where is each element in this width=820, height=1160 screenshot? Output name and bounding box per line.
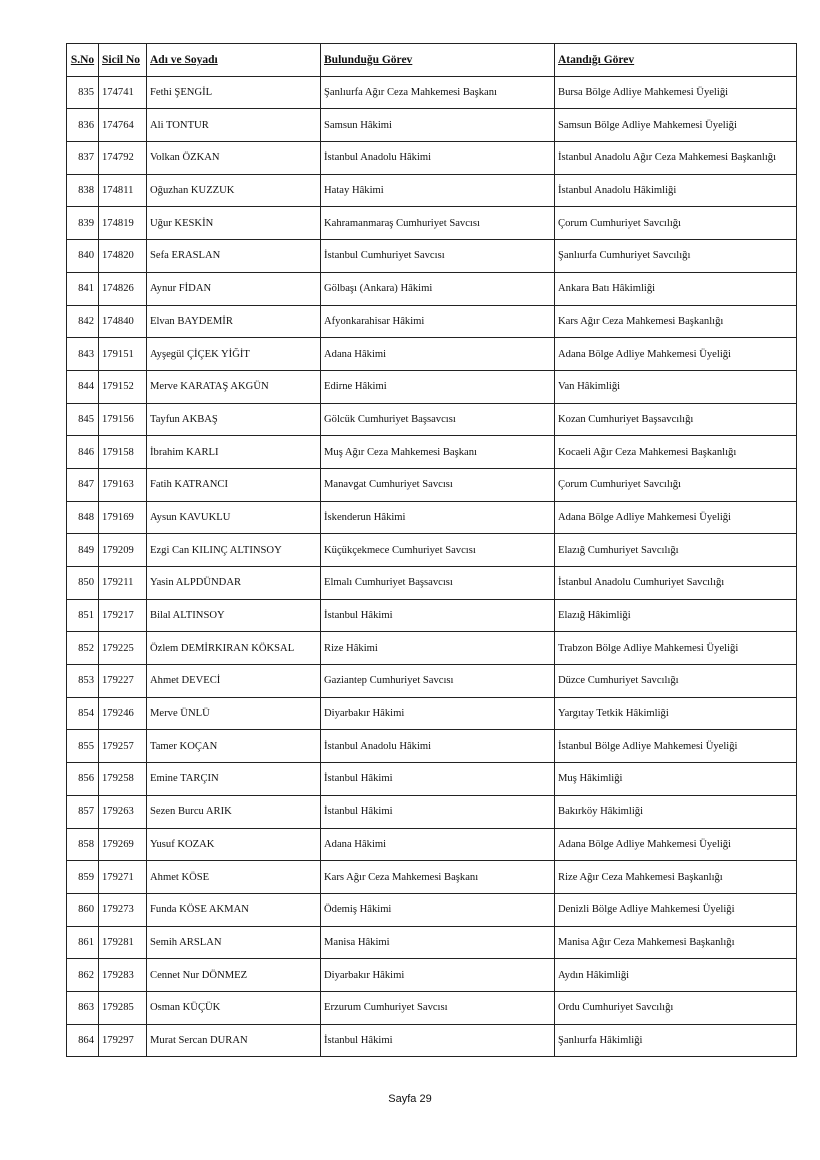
table-row [67, 468, 797, 501]
cell-current-position: Gaziantep Cumhuriyet Savcısı [321, 665, 555, 698]
cell-sno: 839 [67, 207, 99, 240]
cell-sno: 860 [67, 893, 99, 926]
cell-sno: 838 [67, 174, 99, 207]
cell-current-position: Elmalı Cumhuriyet Başsavcısı [321, 567, 555, 600]
table-body [67, 76, 797, 1057]
cell-assigned-position: Düzce Cumhuriyet Savcılığı [555, 665, 797, 698]
cell-current-position: Adana Hâkimi [321, 338, 555, 371]
cell-sicil: 179269 [99, 828, 147, 861]
cell-name: Ahmet KÖSE [147, 861, 321, 894]
table-row [67, 599, 797, 632]
cell-name: Aynur FİDAN [147, 272, 321, 305]
cell-assigned-position: Şanlıurfa Hâkimliği [555, 1024, 797, 1057]
cell-name: Semih ARSLAN [147, 926, 321, 959]
cell-sno: 846 [67, 436, 99, 469]
cell-assigned-position: Ankara Batı Hâkimliği [555, 272, 797, 305]
cell-current-position: Ödemiş Hâkimi [321, 893, 555, 926]
cell-current-position: Gölcük Cumhuriyet Başsavcısı [321, 403, 555, 436]
cell-sno: 851 [67, 599, 99, 632]
header-sicil: Sicil No [99, 44, 147, 77]
cell-sicil: 174741 [99, 76, 147, 109]
cell-sicil: 179285 [99, 991, 147, 1024]
cell-sno: 861 [67, 926, 99, 959]
cell-name: Sezen Burcu ARIK [147, 795, 321, 828]
cell-name: Ahmet DEVECİ [147, 665, 321, 698]
cell-sicil: 179217 [99, 599, 147, 632]
table-row [67, 926, 797, 959]
header-assigned-position: Atandığı Görev [555, 44, 797, 77]
cell-current-position: Gölbaşı (Ankara) Hâkimi [321, 272, 555, 305]
cell-name: Uğur KESKİN [147, 207, 321, 240]
cell-assigned-position: Denizli Bölge Adliye Mahkemesi Üyeliği [555, 893, 797, 926]
cell-name: Bilal ALTINSOY [147, 599, 321, 632]
table-row [67, 174, 797, 207]
cell-current-position: Hatay Hâkimi [321, 174, 555, 207]
cell-sno: 850 [67, 567, 99, 600]
table-row [67, 795, 797, 828]
cell-assigned-position: Trabzon Bölge Adliye Mahkemesi Üyeliği [555, 632, 797, 665]
cell-assigned-position: Yargıtay Tetkik Hâkimliği [555, 697, 797, 730]
header-sno: S.No [67, 44, 99, 77]
table-row [67, 370, 797, 403]
cell-sicil: 179169 [99, 501, 147, 534]
table-row [67, 240, 797, 273]
cell-name: Volkan ÖZKAN [147, 142, 321, 175]
cell-sicil: 179246 [99, 697, 147, 730]
cell-current-position: Rize Hâkimi [321, 632, 555, 665]
cell-sicil: 174840 [99, 305, 147, 338]
cell-current-position: Kahramanmaraş Cumhuriyet Savcısı [321, 207, 555, 240]
cell-sicil: 174811 [99, 174, 147, 207]
cell-current-position: Erzurum Cumhuriyet Savcısı [321, 991, 555, 1024]
cell-assigned-position: Bursa Bölge Adliye Mahkemesi Üyeliği [555, 76, 797, 109]
cell-current-position: Samsun Hâkimi [321, 109, 555, 142]
cell-sicil: 174764 [99, 109, 147, 142]
cell-sno: 849 [67, 534, 99, 567]
cell-sicil: 174820 [99, 240, 147, 273]
cell-name: Ayşegül ÇİÇEK YİĞİT [147, 338, 321, 371]
table-row [67, 828, 797, 861]
cell-assigned-position: Aydın Hâkimliği [555, 959, 797, 992]
cell-sicil: 179297 [99, 1024, 147, 1057]
cell-current-position: Diyarbakır Hâkimi [321, 959, 555, 992]
cell-current-position: Edirne Hâkimi [321, 370, 555, 403]
cell-current-position: İskenderun Hâkimi [321, 501, 555, 534]
cell-assigned-position: Elazığ Cumhuriyet Savcılığı [555, 534, 797, 567]
cell-sno: 863 [67, 991, 99, 1024]
cell-current-position: Manisa Hâkimi [321, 926, 555, 959]
cell-sicil: 179225 [99, 632, 147, 665]
cell-sicil: 179227 [99, 665, 147, 698]
cell-current-position: Küçükçekmece Cumhuriyet Savcısı [321, 534, 555, 567]
cell-sicil: 174792 [99, 142, 147, 175]
cell-name: Elvan BAYDEMİR [147, 305, 321, 338]
cell-sno: 841 [67, 272, 99, 305]
cell-assigned-position: Muş Hâkimliği [555, 763, 797, 796]
cell-name: Merve KARATAŞ AKGÜN [147, 370, 321, 403]
cell-name: Osman KÜÇÜK [147, 991, 321, 1024]
cell-current-position: Muş Ağır Ceza Mahkemesi Başkanı [321, 436, 555, 469]
cell-assigned-position: Rize Ağır Ceza Mahkemesi Başkanlığı [555, 861, 797, 894]
cell-sicil: 179209 [99, 534, 147, 567]
table-row [67, 305, 797, 338]
cell-assigned-position: Elazığ Hâkimliği [555, 599, 797, 632]
cell-current-position: Afyonkarahisar Hâkimi [321, 305, 555, 338]
cell-sno: 848 [67, 501, 99, 534]
cell-name: Tayfun AKBAŞ [147, 403, 321, 436]
cell-sicil: 179283 [99, 959, 147, 992]
cell-current-position: İstanbul Anadolu Hâkimi [321, 730, 555, 763]
cell-assigned-position: İstanbul Anadolu Cumhuriyet Savcılığı [555, 567, 797, 600]
cell-sno: 847 [67, 468, 99, 501]
cell-current-position: Şanlıurfa Ağır Ceza Mahkemesi Başkanı [321, 76, 555, 109]
cell-name: Oğuzhan KUZZUK [147, 174, 321, 207]
cell-sicil: 179281 [99, 926, 147, 959]
cell-name: Emine TARÇIN [147, 763, 321, 796]
cell-sno: 836 [67, 109, 99, 142]
cell-assigned-position: Van Hâkimliği [555, 370, 797, 403]
cell-sicil: 179263 [99, 795, 147, 828]
page-number: Sayfa 29 [388, 1093, 432, 1105]
table-row [67, 1024, 797, 1057]
cell-current-position: Kars Ağır Ceza Mahkemesi Başkanı [321, 861, 555, 894]
cell-sicil: 174826 [99, 272, 147, 305]
table-row [67, 567, 797, 600]
cell-name: Fethi ŞENGİL [147, 76, 321, 109]
cell-assigned-position: Adana Bölge Adliye Mahkemesi Üyeliği [555, 828, 797, 861]
cell-sno: 852 [67, 632, 99, 665]
cell-assigned-position: Kocaeli Ağır Ceza Mahkemesi Başkanlığı [555, 436, 797, 469]
header-current-position: Bulunduğu Görev [321, 44, 555, 77]
cell-sicil: 179211 [99, 567, 147, 600]
cell-name: Murat Sercan DURAN [147, 1024, 321, 1057]
cell-sno: 855 [67, 730, 99, 763]
cell-current-position: Adana Hâkimi [321, 828, 555, 861]
cell-sicil: 179257 [99, 730, 147, 763]
appointment-table [66, 43, 797, 1057]
cell-sno: 856 [67, 763, 99, 796]
cell-name: Özlem DEMİRKIRAN KÖKSAL [147, 632, 321, 665]
cell-sicil: 179258 [99, 763, 147, 796]
cell-sno: 853 [67, 665, 99, 698]
cell-sno: 837 [67, 142, 99, 175]
cell-current-position: Manavgat Cumhuriyet Savcısı [321, 468, 555, 501]
table-row [67, 763, 797, 796]
cell-assigned-position: Çorum Cumhuriyet Savcılığı [555, 207, 797, 240]
cell-assigned-position: İstanbul Anadolu Ağır Ceza Mahkemesi Başkanlığı [555, 142, 797, 175]
cell-sno: 857 [67, 795, 99, 828]
cell-name: Ali TONTUR [147, 109, 321, 142]
cell-sno: 843 [67, 338, 99, 371]
cell-assigned-position: Adana Bölge Adliye Mahkemesi Üyeliği [555, 338, 797, 371]
cell-name: Funda KÖSE AKMAN [147, 893, 321, 926]
table-row [67, 665, 797, 698]
table-row [67, 730, 797, 763]
cell-current-position: İstanbul Hâkimi [321, 599, 555, 632]
cell-sno: 859 [67, 861, 99, 894]
cell-assigned-position: Samsun Bölge Adliye Mahkemesi Üyeliği [555, 109, 797, 142]
cell-current-position: İstanbul Hâkimi [321, 1024, 555, 1057]
table-row [67, 109, 797, 142]
cell-assigned-position: İstanbul Anadolu Hâkimliği [555, 174, 797, 207]
cell-assigned-position: İstanbul Bölge Adliye Mahkemesi Üyeliği [555, 730, 797, 763]
cell-current-position: Diyarbakır Hâkimi [321, 697, 555, 730]
cell-assigned-position: Ordu Cumhuriyet Savcılığı [555, 991, 797, 1024]
header-name: Adı ve Soyadı [147, 44, 321, 77]
cell-sicil: 179158 [99, 436, 147, 469]
cell-sicil: 179273 [99, 893, 147, 926]
cell-sicil: 179151 [99, 338, 147, 371]
table-header-row [67, 44, 797, 77]
cell-sno: 858 [67, 828, 99, 861]
cell-name: Yusuf KOZAK [147, 828, 321, 861]
cell-sno: 854 [67, 697, 99, 730]
table-row [67, 959, 797, 992]
cell-name: Fatih KATRANCI [147, 468, 321, 501]
cell-assigned-position: Şanlıurfa Cumhuriyet Savcılığı [555, 240, 797, 273]
table-row [67, 534, 797, 567]
cell-sicil: 179163 [99, 468, 147, 501]
cell-current-position: İstanbul Hâkimi [321, 795, 555, 828]
cell-name: Ezgi Can KILINÇ ALTINSOY [147, 534, 321, 567]
table-row [67, 632, 797, 665]
cell-name: Tamer KOÇAN [147, 730, 321, 763]
cell-name: Merve ÜNLÜ [147, 697, 321, 730]
cell-name: Cennet Nur DÖNMEZ [147, 959, 321, 992]
cell-name: Aysun KAVUKLU [147, 501, 321, 534]
table-row [67, 207, 797, 240]
table-row [67, 697, 797, 730]
cell-sno: 845 [67, 403, 99, 436]
cell-sno: 842 [67, 305, 99, 338]
cell-current-position: İstanbul Hâkimi [321, 763, 555, 796]
table-row [67, 991, 797, 1024]
table-row [67, 501, 797, 534]
cell-assigned-position: Bakırköy Hâkimliği [555, 795, 797, 828]
cell-sno: 844 [67, 370, 99, 403]
table-row [67, 861, 797, 894]
table-row [67, 403, 797, 436]
cell-sicil: 179152 [99, 370, 147, 403]
table-row [67, 436, 797, 469]
cell-sicil: 179156 [99, 403, 147, 436]
cell-current-position: İstanbul Anadolu Hâkimi [321, 142, 555, 175]
table-row [67, 142, 797, 175]
cell-assigned-position: Çorum Cumhuriyet Savcılığı [555, 468, 797, 501]
table-row [67, 893, 797, 926]
cell-sicil: 174819 [99, 207, 147, 240]
table-row [67, 338, 797, 371]
cell-sno: 864 [67, 1024, 99, 1057]
cell-current-position: İstanbul Cumhuriyet Savcısı [321, 240, 555, 273]
cell-name: İbrahim KARLI [147, 436, 321, 469]
cell-sicil: 179271 [99, 861, 147, 894]
cell-sno: 835 [67, 76, 99, 109]
table-row [67, 76, 797, 109]
cell-assigned-position: Manisa Ağır Ceza Mahkemesi Başkanlığı [555, 926, 797, 959]
table-row [67, 272, 797, 305]
cell-assigned-position: Kozan Cumhuriyet Başsavcılığı [555, 403, 797, 436]
cell-sno: 840 [67, 240, 99, 273]
cell-name: Yasin ALPDÜNDAR [147, 567, 321, 600]
cell-assigned-position: Adana Bölge Adliye Mahkemesi Üyeliği [555, 501, 797, 534]
cell-name: Sefa ERASLAN [147, 240, 321, 273]
cell-sno: 862 [67, 959, 99, 992]
cell-assigned-position: Kars Ağır Ceza Mahkemesi Başkanlığı [555, 305, 797, 338]
